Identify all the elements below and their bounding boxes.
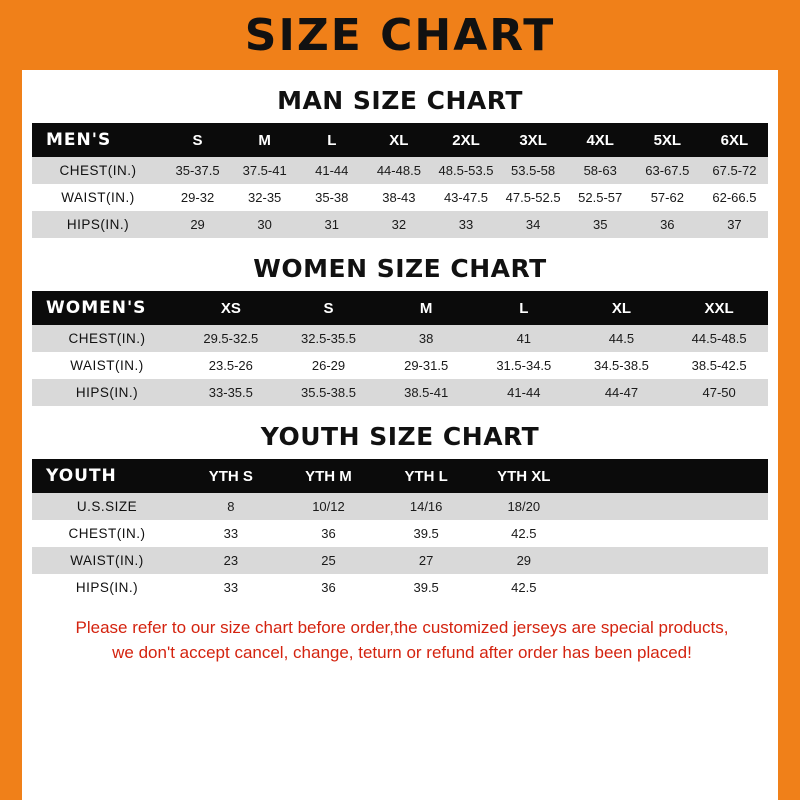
men-col-2: L <box>298 123 365 157</box>
table-header-row <box>32 459 768 493</box>
youth-col-4 <box>573 459 671 493</box>
women-table-corner: WOMEN'S <box>32 291 182 325</box>
men-r0-c5: 53.5-58 <box>500 157 567 184</box>
men-r2-c7: 36 <box>634 211 701 238</box>
men-col-8: 6XL <box>701 123 768 157</box>
men-r1-c7: 57-62 <box>634 184 701 211</box>
women-col-0: XS <box>182 291 280 325</box>
women-r2-c5: 47-50 <box>670 379 768 406</box>
youth-r2-c2: 27 <box>377 547 475 574</box>
men-r0-c1: 37.5-41 <box>231 157 298 184</box>
table-row <box>32 574 768 601</box>
table-header-row <box>32 291 768 325</box>
youth-r0-c0: 8 <box>182 493 280 520</box>
footer-line-1: Please refer to our size chart before order,the customized jerseys are special products, <box>75 618 729 637</box>
men-col-7: 5XL <box>634 123 701 157</box>
women-r2-c1: 35.5-38.5 <box>280 379 378 406</box>
women-r0-c2: 38 <box>377 325 475 352</box>
table-header-row <box>32 123 768 157</box>
women-r0-c4: 44.5 <box>573 325 671 352</box>
women-size-table <box>32 291 768 406</box>
men-col-1: M <box>231 123 298 157</box>
table-row <box>32 211 768 238</box>
women-row-1-label: WAIST(IN.) <box>32 352 182 379</box>
page-title: SIZE CHART <box>244 9 556 61</box>
youth-r0-c5 <box>670 493 768 520</box>
men-r0-c3: 44-48.5 <box>365 157 432 184</box>
table-row <box>32 379 768 406</box>
men-r1-c8: 62-66.5 <box>701 184 768 211</box>
women-col-4: XL <box>573 291 671 325</box>
women-r2-c4: 44-47 <box>573 379 671 406</box>
youth-r3-c4 <box>573 574 671 601</box>
header-banner <box>0 0 800 70</box>
men-r2-c3: 32 <box>365 211 432 238</box>
youth-col-0: YTH S <box>182 459 280 493</box>
chart-content <box>22 86 778 665</box>
men-r2-c6: 35 <box>567 211 634 238</box>
youth-r2-c4 <box>573 547 671 574</box>
youth-r3-c3: 42.5 <box>475 574 573 601</box>
men-r1-c6: 52.5-57 <box>567 184 634 211</box>
women-r1-c2: 29-31.5 <box>377 352 475 379</box>
section-title-men: MAN SIZE CHART <box>277 86 523 115</box>
table-row <box>32 493 768 520</box>
men-col-5: 3XL <box>500 123 567 157</box>
men-r1-c4: 43-47.5 <box>432 184 499 211</box>
table-row <box>32 184 768 211</box>
youth-col-3: YTH XL <box>475 459 573 493</box>
youth-col-5 <box>670 459 768 493</box>
women-col-1: S <box>280 291 378 325</box>
women-r0-c1: 32.5-35.5 <box>280 325 378 352</box>
youth-r3-c5 <box>670 574 768 601</box>
women-r0-c0: 29.5-32.5 <box>182 325 280 352</box>
men-r2-c8: 37 <box>701 211 768 238</box>
men-r0-c8: 67.5-72 <box>701 157 768 184</box>
women-r1-c1: 26-29 <box>280 352 378 379</box>
table-row <box>32 325 768 352</box>
women-r2-c0: 33-35.5 <box>182 379 280 406</box>
section-title-youth: YOUTH SIZE CHART <box>260 422 540 451</box>
youth-r0-c3: 18/20 <box>475 493 573 520</box>
youth-r3-c2: 39.5 <box>377 574 475 601</box>
youth-r1-c2: 39.5 <box>377 520 475 547</box>
men-col-0: S <box>164 123 231 157</box>
women-r2-c3: 41-44 <box>475 379 573 406</box>
women-r1-c4: 34.5-38.5 <box>573 352 671 379</box>
men-r2-c4: 33 <box>432 211 499 238</box>
youth-r0-c1: 10/12 <box>280 493 378 520</box>
women-col-2: M <box>377 291 475 325</box>
men-row-1-label: WAIST(IN.) <box>32 184 164 211</box>
men-r0-c6: 58-63 <box>567 157 634 184</box>
table-row <box>32 547 768 574</box>
youth-row-2-label: WAIST(IN.) <box>32 547 182 574</box>
men-r1-c5: 47.5-52.5 <box>500 184 567 211</box>
youth-size-table <box>32 459 768 601</box>
youth-r2-c3: 29 <box>475 547 573 574</box>
youth-r1-c0: 33 <box>182 520 280 547</box>
men-row-2-label: HIPS(IN.) <box>32 211 164 238</box>
youth-table-corner: YOUTH <box>32 459 182 493</box>
youth-r1-c1: 36 <box>280 520 378 547</box>
youth-r3-c1: 36 <box>280 574 378 601</box>
footer-line-2: we don't accept cancel, change, teturn or refund after order has been placed! <box>112 643 692 662</box>
footer-disclaimer <box>32 615 772 665</box>
women-r1-c0: 23.5-26 <box>182 352 280 379</box>
youth-r3-c0: 33 <box>182 574 280 601</box>
section-title-women: WOMEN SIZE CHART <box>253 254 547 283</box>
men-table-corner: MEN'S <box>32 123 164 157</box>
men-r0-c2: 41-44 <box>298 157 365 184</box>
women-r1-c3: 31.5-34.5 <box>475 352 573 379</box>
youth-row-3-label: HIPS(IN.) <box>32 574 182 601</box>
men-r1-c3: 38-43 <box>365 184 432 211</box>
men-col-4: 2XL <box>432 123 499 157</box>
men-r2-c1: 30 <box>231 211 298 238</box>
men-r1-c0: 29-32 <box>164 184 231 211</box>
youth-col-2: YTH L <box>377 459 475 493</box>
youth-r1-c3: 42.5 <box>475 520 573 547</box>
women-col-3: L <box>475 291 573 325</box>
women-row-0-label: CHEST(IN.) <box>32 325 182 352</box>
youth-row-0-label: U.S.SIZE <box>32 493 182 520</box>
men-r0-c7: 63-67.5 <box>634 157 701 184</box>
men-col-6: 4XL <box>567 123 634 157</box>
women-r1-c5: 38.5-42.5 <box>670 352 768 379</box>
youth-row-1-label: CHEST(IN.) <box>32 520 182 547</box>
youth-r1-c5 <box>670 520 768 547</box>
table-row <box>32 157 768 184</box>
youth-col-1: YTH M <box>280 459 378 493</box>
men-r2-c2: 31 <box>298 211 365 238</box>
men-r1-c2: 35-38 <box>298 184 365 211</box>
youth-r0-c2: 14/16 <box>377 493 475 520</box>
women-r0-c5: 44.5-48.5 <box>670 325 768 352</box>
men-col-3: XL <box>365 123 432 157</box>
men-r1-c1: 32-35 <box>231 184 298 211</box>
women-col-5: XXL <box>670 291 768 325</box>
table-row <box>32 352 768 379</box>
youth-r2-c0: 23 <box>182 547 280 574</box>
men-r0-c4: 48.5-53.5 <box>432 157 499 184</box>
youth-r0-c4 <box>573 493 671 520</box>
men-r0-c0: 35-37.5 <box>164 157 231 184</box>
table-row <box>32 520 768 547</box>
men-r2-c0: 29 <box>164 211 231 238</box>
men-r2-c5: 34 <box>500 211 567 238</box>
women-r0-c3: 41 <box>475 325 573 352</box>
youth-r2-c5 <box>670 547 768 574</box>
youth-r1-c4 <box>573 520 671 547</box>
men-row-0-label: CHEST(IN.) <box>32 157 164 184</box>
youth-r2-c1: 25 <box>280 547 378 574</box>
women-r2-c2: 38.5-41 <box>377 379 475 406</box>
women-row-2-label: HIPS(IN.) <box>32 379 182 406</box>
men-size-table <box>32 123 768 238</box>
